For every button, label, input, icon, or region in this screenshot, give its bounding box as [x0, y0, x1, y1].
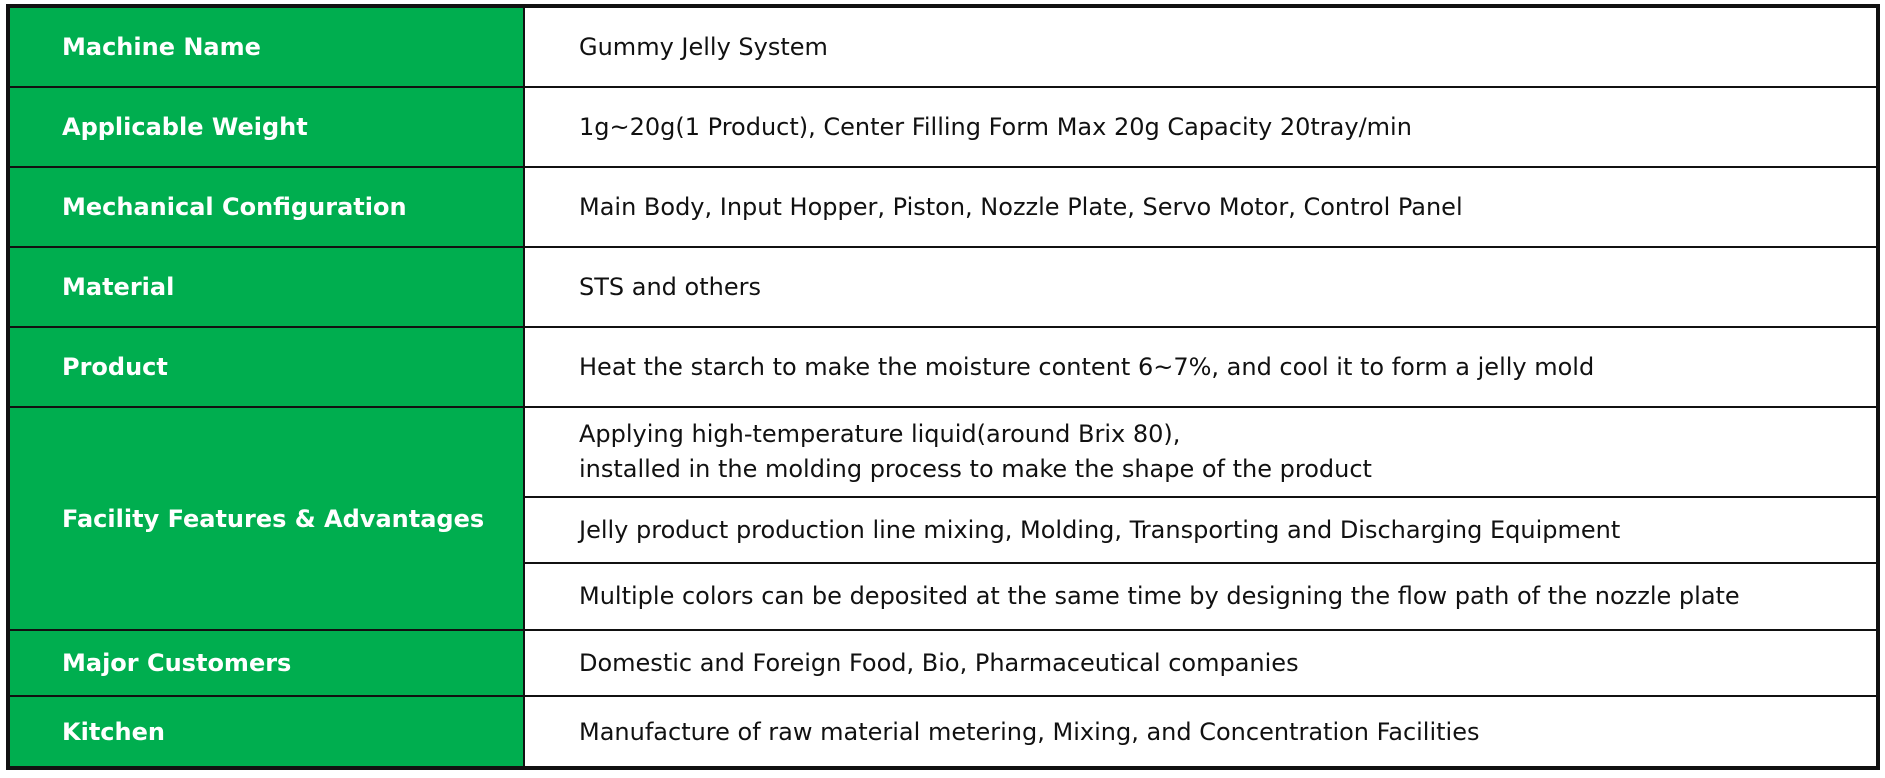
table-row: [10, 408, 1876, 631]
row-label: Product: [10, 328, 525, 406]
table-row: [10, 168, 1876, 248]
row-label: Machine Name: [10, 8, 525, 86]
table-row: [10, 88, 1876, 168]
row-value: Heat the starch to make the moisture content 6~7%, and cool it to form a jelly mold: [579, 353, 1595, 381]
feature-item: [525, 564, 1876, 629]
row-label: Kitchen: [10, 697, 525, 766]
row-value: Main Body, Input Hopper, Piston, Nozzle Plate, Servo Motor, Control Panel: [579, 193, 1463, 221]
feature-line: Applying high-temperature liquid(around Brix 80),: [579, 420, 1181, 449]
row-value: 1g~20g(1 Product), Center Filling Form Max 20g Capacity 20tray/min: [579, 113, 1412, 141]
spec-table: [6, 4, 1880, 770]
feature-text: [579, 417, 1372, 487]
feature-line: installed in the molding process to make the shape of the product: [579, 455, 1372, 484]
feature-text: Jelly product production line mixing, Molding, Transporting and Discharging Equipment: [579, 515, 1621, 544]
row-label: Major Customers: [10, 631, 525, 695]
row-value: Manufacture of raw material metering, Mixing, and Concentration Facilities: [579, 717, 1480, 746]
row-label: Applicable Weight: [10, 88, 525, 166]
feature-item: [525, 408, 1876, 498]
feature-text: Multiple colors can be deposited at the same time by designing the flow path of the nozzle plate: [579, 582, 1740, 611]
row-value: Gummy Jelly System: [579, 33, 828, 61]
row-label: Facility Features & Advantages: [10, 408, 525, 629]
row-label: Mechanical Configuration: [10, 168, 525, 246]
row-value-group: [525, 408, 1876, 629]
table-row: [10, 8, 1876, 88]
feature-item: [525, 498, 1876, 563]
table-row: [10, 631, 1876, 697]
row-value: STS and others: [579, 273, 761, 301]
table-row: [10, 248, 1876, 328]
row-value: Domestic and Foreign Food, Bio, Pharmaceutical companies: [579, 649, 1299, 677]
table-row: [10, 328, 1876, 408]
table-row: [10, 697, 1876, 766]
row-label: Material: [10, 248, 525, 326]
